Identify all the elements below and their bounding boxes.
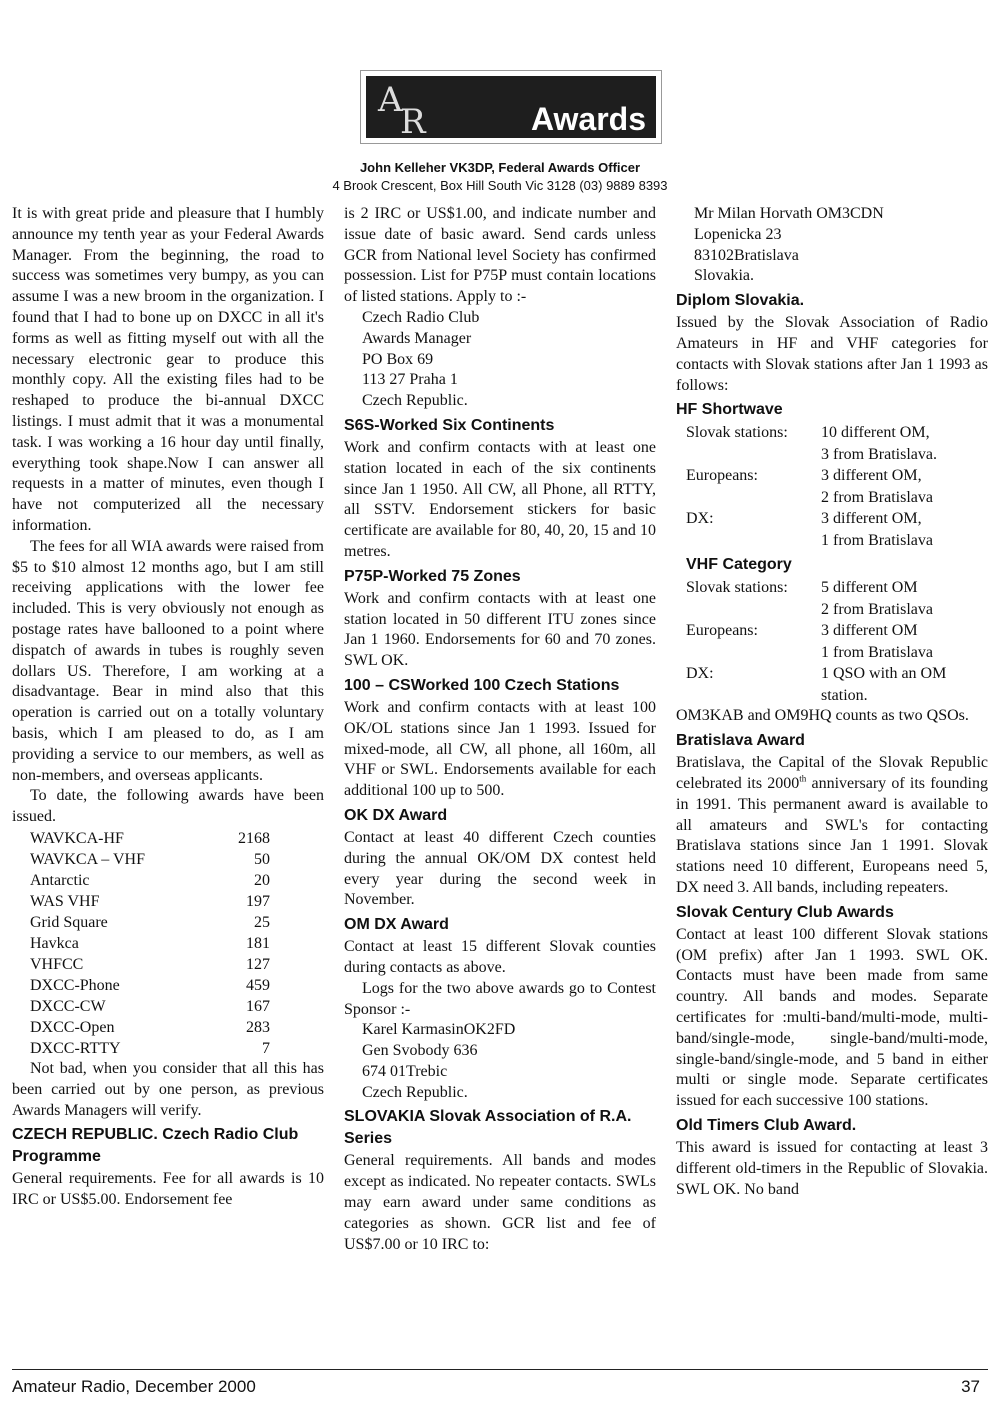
award-name: DXCC-Open: [30, 1018, 115, 1036]
award-count: 2168: [238, 829, 270, 847]
requirement-line: 2 from Bratislava: [821, 600, 933, 618]
award-count: 20: [254, 871, 270, 889]
award-count: 7: [262, 1039, 270, 1057]
old-timers-paragraph: This award is issued for contacting at least 3 different old-timers in the Republic of Slovakia. SWL OK. No band: [676, 1138, 988, 1198]
czech-requirements-paragraph: General requirements. Fee for all awards is 10 IRC or US$5.00. Endorsement fee: [12, 1170, 324, 1209]
award-count: 197: [246, 892, 270, 910]
address-line: Awards Manager: [362, 329, 472, 347]
ok-dx-paragraph: Contact at least 40 different Czech counties during the annual OK/OM DX contest held every year during the second week in November.: [344, 828, 656, 909]
address-line: Karel KarmasinOK2FD: [362, 1021, 516, 1039]
diplom-paragraph: Issued by the Slovak Association of Radio Amateurs in HF and VHF categories for contacts with Slovak stations after Jan 1 1993 as follows:: [676, 314, 988, 394]
address-line: 674 01Trebic: [362, 1062, 448, 1080]
heading-p75p: P75P-Worked 75 Zones: [344, 567, 521, 585]
om-dx-paragraph: Contact at least 15 different Slovak counties during contacts as above.: [344, 938, 656, 976]
requirement: [821, 663, 986, 706]
heading-hf-shortwave: HF Shortwave: [676, 401, 783, 419]
table-row: [686, 508, 986, 551]
table-row: [30, 954, 270, 975]
bratislava-text-a: Bratislava, the Capital of the Slovak Republic celebrated its 2000: [676, 754, 988, 792]
table-row: [686, 465, 986, 508]
contest-sponsor-address: [344, 1020, 656, 1103]
requirement-line: 3 from Bratislava.: [821, 445, 937, 463]
requirement-line: 1 from Bratislava: [821, 643, 933, 661]
author-address: 4 Brook Crescent, Box Hill South Vic 3128 (03) 9889 8393: [332, 178, 668, 193]
category-label: Slovak stations:: [686, 424, 788, 442]
award-count: 25: [254, 913, 270, 931]
heading-ok-dx: OK DX Award: [344, 806, 448, 824]
table-row: [686, 663, 986, 706]
award-name: Havkca: [30, 934, 79, 952]
column-1: [12, 204, 324, 1211]
intro-paragraph: It is with great pride and pleasure that I humbly announce my tenth year as your Federal Awards Manager. From the beginning, the road to success was sometimes very bumpy, as you can assume I was a new broom in the organization. I found that I had to bone up on DXCC in all it's forms as well as fitting myself out with all the necessary electronic gear to produce this monthly copy. All the existing files had to be reshaped to produce the bi-annual DXCC listings. I must admit that it was a monumental task. I was working a 16 hour day until finally, everything took shape.Now I can answer all requests in a matter of minutes, even though I have not computerized all the necessary information.: [12, 205, 324, 534]
slovak-awards-address: [676, 204, 988, 287]
award-name: DXCC-CW: [30, 997, 106, 1015]
hf-requirements-table: [686, 422, 986, 551]
requirement-line: 1 QSO with an OM: [821, 665, 947, 683]
address-line: Lopenicka 23: [694, 225, 782, 243]
column-3: [676, 204, 988, 1200]
heading-slovakia: SLOVAKIA Slovak Association of R.A. Series: [344, 1108, 632, 1148]
table-row: [30, 849, 270, 870]
century-club-paragraph: Contact at least 100 different Slovak stations (OM prefix) after Jan 1 1993. SWL OK. Contacts must have been made from same country. All bands and modes. Separate certificates for :multi-band/multi-mode, multi-band/single-mode, single-band/multi-mode, single-band/single-mode, and 5 band in either multi or single mode. Separate certificates issued for each successive 100 stations.: [676, 925, 988, 1110]
heading-czech-republic: CZECH REPUBLIC. Czech Radio Club Programme: [12, 1126, 299, 1166]
category-label: Europeans:: [686, 622, 758, 640]
award-count: 283: [246, 1018, 270, 1036]
vhf-requirements-table: [686, 577, 986, 706]
bratislava-text-b: anniversary of its founding in 1991. This permanent award is available to all amateurs and SWL's for contacting Bratislava stations since Jan 1 1991. Slovak stations need 10 different, Europeans need 5, DX need 3. All bands, including repeaters.: [676, 774, 989, 896]
address-line: 113 27 Praha 1: [362, 371, 458, 389]
address-line: PO Box 69: [362, 350, 434, 368]
heading-diplom-slovakia: Diplom Slovakia.: [676, 292, 805, 310]
requirement-line: 5 different OM: [821, 579, 918, 597]
awards-issued-intro: To date, the following awards have been issued.: [12, 787, 324, 826]
czech-requirements-continued: is 2 IRC or US$1.00, and indicate number and issue date of basic award. Send cards unless GCR from National level Society has confirmed possession. List for P75P must contain locations of listed stations. Apply to :-: [344, 205, 656, 306]
om3kab-paragraph: OM3KAB and OM9HQ counts as two QSOs.: [676, 707, 969, 725]
heading-slovak-century-club: Slovak Century Club Awards: [676, 903, 894, 921]
czech-radio-club-address: [344, 308, 656, 412]
address-line: Czech Republic.: [362, 392, 468, 410]
award-name: DXCC-Phone: [30, 976, 120, 994]
award-name: WAVKCA-HF: [30, 829, 124, 847]
table-row: [686, 577, 986, 620]
heading-om-dx: OM DX Award: [344, 916, 449, 934]
table-row: [30, 933, 270, 954]
fees-paragraph: The fees for all WIA awards were raised from $5 to $10 almost 12 months ago, but I am still receiving applications with the lower fee included. This is very obviously not enough as postage rates have ballooned to a point where dispatch of awards in tubes is roughly seven dollars US. Therefore, I am working at a disadvantage. Bear in mind also that this operation is carried out on a totally voluntary basis, which I am pleased to do, as I am providing a service to our members, as well as non-members, and overseas applicants.: [12, 537, 324, 784]
not-bad-paragraph: Not bad, when you consider that all this has been carried out by one person, as previous Awards Managers will verify.: [12, 1059, 324, 1119]
requirement-line: station.: [821, 686, 868, 704]
p75p-paragraph: Work and confirm contacts with at least one station located in 50 different ITU zones since Jan 1 1960. Endorsements for 60 and 70 zones. SWL OK.: [344, 589, 656, 670]
table-row: [30, 1017, 270, 1038]
award-name: VHFCC: [30, 955, 84, 973]
slovakia-paragraph: General requirements. All bands and modes except as indicated. No repeater contacts. SWLs may earn award under same conditions as categories as shown. GCR list and fee of US$7.00 or 10 IRC to:: [344, 1152, 656, 1253]
heading-old-timers: Old Timers Club Award.: [676, 1116, 857, 1134]
table-row: [30, 912, 270, 933]
100-cs-paragraph: Work and confirm contacts with at least 100 OK/OL stations since Jan 1 1993. Issued for mixed-mode, all CW, all phone, all 160m, all VHF or SWL. Endorsements available for each additional 100 up to 500.: [344, 698, 656, 800]
publication-footer: Amateur Radio, December 2000: [12, 1377, 256, 1396]
address-line: Czech Radio Club: [362, 308, 480, 326]
s6s-paragraph: Work and confirm contacts with at least one station located in each of the six continents since Jan 1 1950. All CW, all Phone, all RTTY, all SSTV. Endorsement stickers for basic certificate are available for 80, 40, 20, 15 and 10 metres.: [344, 438, 656, 560]
address-line: 83102Bratislava: [694, 246, 799, 264]
table-row: [30, 1038, 270, 1059]
ordinal-suffix: th: [799, 773, 807, 784]
requirement: [821, 508, 986, 551]
table-row: [686, 422, 986, 465]
address-line: Mr Milan Horvath OM3CDN: [694, 205, 884, 222]
logo-letter-r: R: [400, 102, 426, 142]
award-count: 50: [254, 850, 270, 868]
heading-bratislava-award: Bratislava Award: [676, 732, 805, 750]
table-row: [30, 870, 270, 891]
award-count: 459: [246, 976, 270, 994]
award-count: 167: [246, 997, 270, 1015]
section-title: Awards: [530, 101, 646, 137]
requirement-line: 10 different OM,: [821, 424, 930, 442]
address-line: Czech Republic.: [362, 1083, 468, 1101]
logs-paragraph: Logs for the two above awards go to Contest Sponsor :-: [344, 979, 656, 1018]
requirement: [821, 422, 986, 465]
table-row: [686, 620, 986, 663]
requirement-line: 2 from Bratislava: [821, 488, 933, 506]
table-row: [30, 996, 270, 1017]
heading-vhf-category: VHF Category: [686, 556, 792, 574]
requirement-line: 3 different OM: [821, 622, 918, 640]
requirement-line: 1 from Bratislava: [821, 531, 933, 549]
address-line: Gen Svobody 636: [362, 1042, 478, 1060]
category-label: Slovak stations:: [686, 579, 788, 597]
section-banner: [360, 70, 662, 144]
award-name: Grid Square: [30, 913, 108, 931]
awards-issued-table: [30, 828, 270, 1059]
award-count: 181: [246, 934, 270, 952]
banner-inner: [366, 76, 656, 142]
requirement-line: 3 different OM,: [821, 467, 922, 485]
requirement-line: 3 different OM,: [821, 510, 922, 528]
footer-divider: [12, 1369, 988, 1370]
heading-100-cs: 100 – CSWorked 100 Czech Stations: [344, 676, 620, 694]
award-name: DXCC-RTTY: [30, 1039, 121, 1057]
category-label: Europeans:: [686, 467, 758, 485]
table-row: [30, 828, 270, 849]
requirement: [821, 620, 986, 663]
heading-s6s: S6S-Worked Six Continents: [344, 416, 555, 434]
award-name: WAS VHF: [30, 892, 100, 910]
bratislava-paragraph: [676, 753, 988, 899]
column-2: [344, 204, 656, 1255]
logo-letter-a: A: [378, 80, 403, 120]
requirement: [821, 577, 986, 620]
category-label: DX:: [686, 665, 714, 683]
page-number: 37: [961, 1377, 980, 1396]
award-name: WAVKCA – VHF: [30, 850, 145, 868]
author-name: John Kelleher VK3DP, Federal Awards Officer: [359, 160, 641, 175]
award-count: 127: [246, 955, 270, 973]
requirement: [821, 465, 986, 508]
table-row: [30, 891, 270, 912]
table-row: [30, 975, 270, 996]
award-name: Antarctic: [30, 871, 90, 889]
category-label: DX:: [686, 510, 714, 528]
address-line: Slovakia.: [694, 267, 754, 285]
